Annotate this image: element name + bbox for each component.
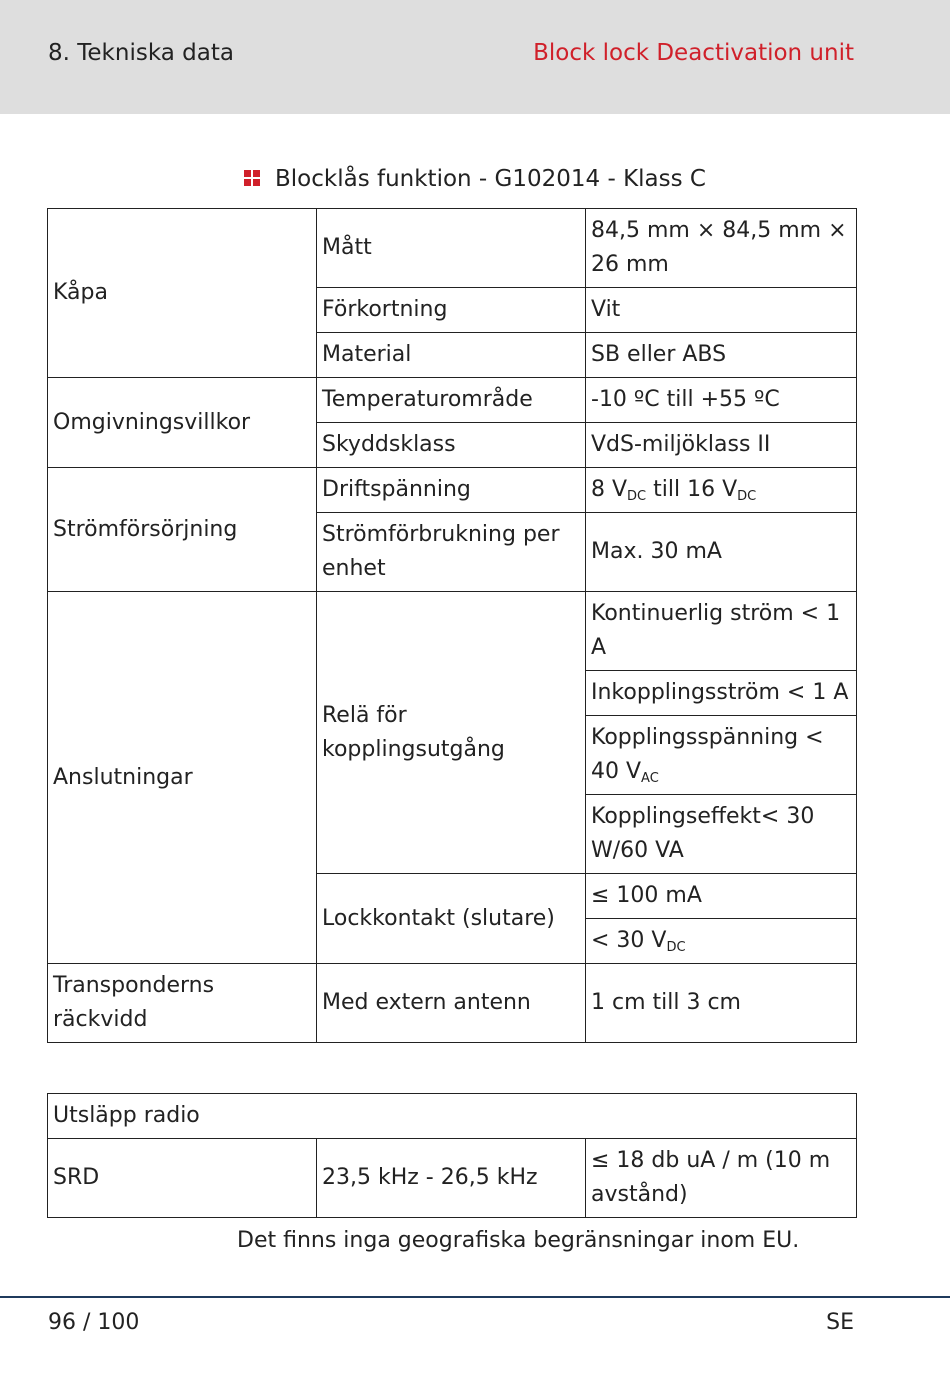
value-cell: Kopplingseffekt< 30 W/60 VA bbox=[586, 795, 857, 874]
red-squares-icon bbox=[244, 170, 261, 187]
group-cell: Kåpa bbox=[48, 209, 317, 378]
table-row bbox=[48, 1094, 857, 1139]
group-cell: Omgivningsvillkor bbox=[48, 378, 317, 468]
label-cell: Relä för kopplingsutgång bbox=[317, 592, 586, 874]
table-row bbox=[48, 1139, 857, 1218]
label-cell: 23,5 kHz - 26,5 kHz bbox=[317, 1139, 586, 1218]
value-cell bbox=[586, 468, 857, 513]
voltage-text: till 16 V bbox=[646, 477, 738, 502]
group-cell: Strömförsörjning bbox=[48, 468, 317, 592]
subscript: DC bbox=[737, 489, 757, 504]
group-cell: SRD bbox=[48, 1139, 317, 1218]
label-cell: Lockkontakt (slutare) bbox=[317, 874, 586, 964]
eu-note: Det finns inga geografiska begränsningar inom EU. bbox=[237, 1228, 800, 1253]
voltage-text: Kopplingsspänning < 40 V bbox=[591, 725, 824, 784]
radio-table bbox=[47, 1093, 857, 1218]
value-cell: 1 cm till 3 cm bbox=[586, 964, 857, 1043]
value-cell: -10 ºC till +55 ºC bbox=[586, 378, 857, 423]
table-row bbox=[48, 592, 857, 671]
value-cell: Kontinuerlig ström < 1 A bbox=[586, 592, 857, 671]
label-cell: Skyddsklass bbox=[317, 423, 586, 468]
value-cell: ≤ 100 mA bbox=[586, 874, 857, 919]
label-cell: Driftspänning bbox=[317, 468, 586, 513]
value-cell bbox=[586, 919, 857, 964]
value-cell: ≤ 18 db uA / m (10 m avstånd) bbox=[586, 1139, 857, 1218]
voltage-text: < 30 V bbox=[591, 928, 667, 953]
value-cell: SB eller ABS bbox=[586, 333, 857, 378]
spec-table bbox=[47, 208, 857, 1043]
label-cell: Strömförbrukning per enhet bbox=[317, 513, 586, 592]
table-caption bbox=[0, 166, 950, 192]
section-title: 8. Tekniska data bbox=[48, 40, 234, 66]
value-cell: Inkopplingsström < 1 A bbox=[586, 671, 857, 716]
group-cell: Anslutningar bbox=[48, 592, 317, 964]
label-cell: Temperaturområde bbox=[317, 378, 586, 423]
product-title: Block lock Deactivation unit bbox=[533, 40, 854, 66]
language-code: SE bbox=[826, 1310, 854, 1335]
subscript: DC bbox=[627, 489, 647, 504]
page-number: 96 / 100 bbox=[48, 1310, 140, 1335]
value-cell: Vit bbox=[586, 288, 857, 333]
subscript: DC bbox=[666, 940, 686, 955]
voltage-text: 8 V bbox=[591, 477, 628, 502]
caption-text: Blocklås funktion - G102014 - Klass C bbox=[275, 166, 706, 192]
label-cell: Förkortning bbox=[317, 288, 586, 333]
subscript: AC bbox=[641, 771, 659, 786]
label-cell: Mått bbox=[317, 209, 586, 288]
value-cell bbox=[586, 716, 857, 795]
group-cell: Transponderns räckvidd bbox=[48, 964, 317, 1043]
value-cell: VdS-miljöklass II bbox=[586, 423, 857, 468]
table-row bbox=[48, 468, 857, 513]
value-cell: 84,5 mm × 84,5 mm × 26 mm bbox=[586, 209, 857, 288]
table-row bbox=[48, 209, 857, 288]
footer-divider bbox=[0, 1296, 950, 1298]
value-cell: Max. 30 mA bbox=[586, 513, 857, 592]
table-row bbox=[48, 378, 857, 423]
page-header bbox=[0, 0, 950, 114]
radio-title: Utsläpp radio bbox=[48, 1094, 857, 1139]
table-row bbox=[48, 964, 857, 1043]
label-cell: Material bbox=[317, 333, 586, 378]
label-cell: Med extern antenn bbox=[317, 964, 586, 1043]
